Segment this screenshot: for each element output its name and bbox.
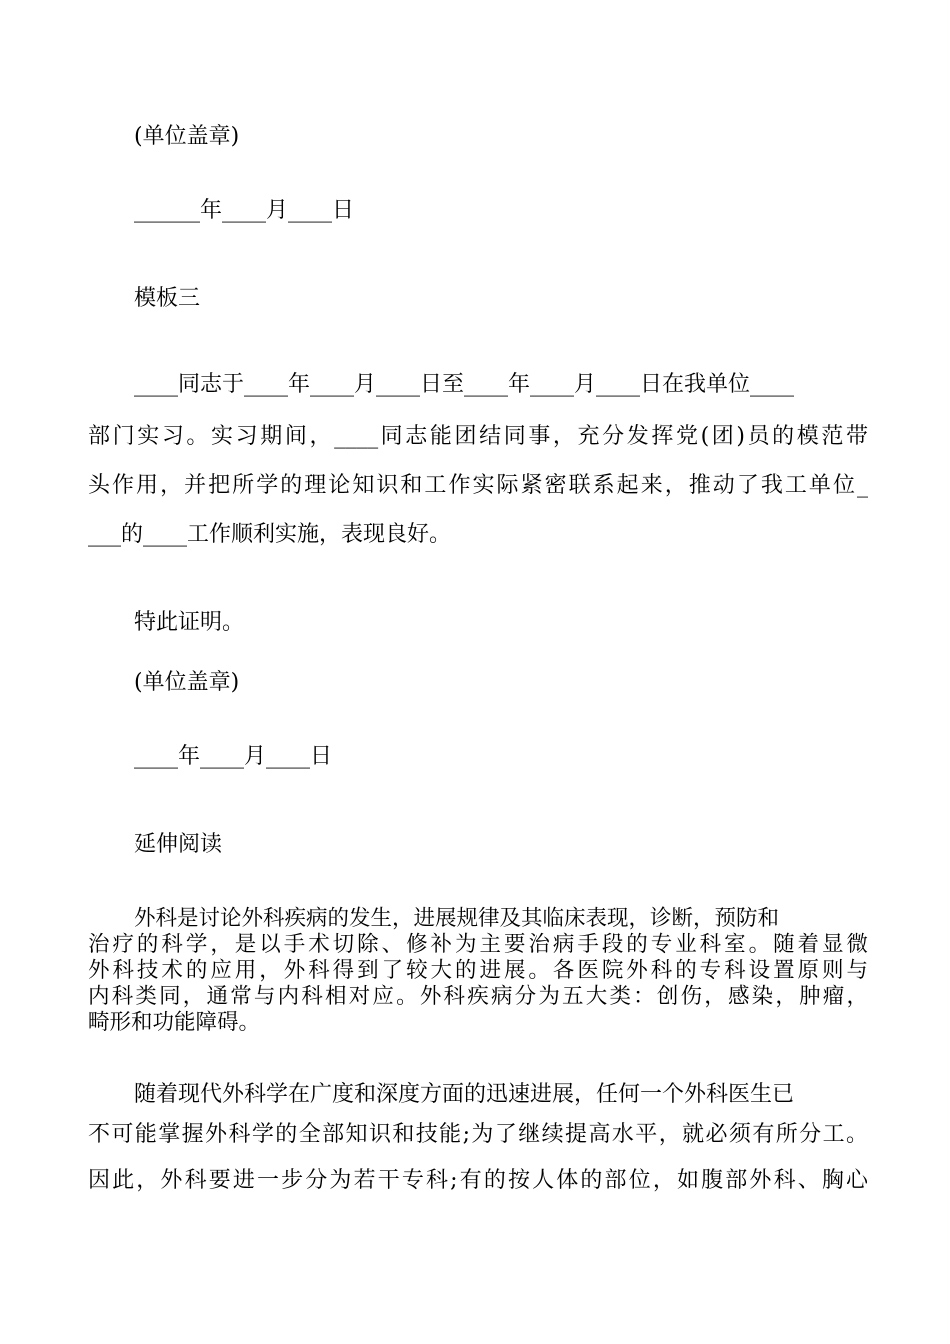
certificate-paragraph-line: 部门实习。实习期间，____同志能团结同事，充分发挥党(团)员的模范带 bbox=[88, 424, 868, 449]
body-paragraph-line: 外科是讨论外科疾病的发生，进展规律及其临床表现，诊断，预防和 bbox=[134, 906, 780, 931]
body-paragraph-line: 外科技术的应用，外科得到了较大的进展。各医院外科的专科设置原则与 bbox=[88, 958, 868, 983]
date-line: ____年____月____日 bbox=[134, 744, 333, 769]
certificate-paragraph-line: ___的____工作顺利实施，表现良好。 bbox=[88, 522, 452, 547]
seal-note: (单位盖章) bbox=[134, 670, 240, 695]
body-paragraph-line: 因此，外科要进一步分为若干专科;有的按人体的部位，如腹部外科、胸心 bbox=[88, 1168, 868, 1193]
certificate-paragraph-line: 头作用，并把所学的理论知识和工作实际紧密联系起来，推动了我工单位_ bbox=[88, 473, 868, 498]
body-paragraph-line: 不可能掌握外科学的全部知识和技能;为了继续提高水平，就必须有所分工。 bbox=[88, 1122, 868, 1147]
certificate-paragraph-line: ____同志于____年____月____日至____年____月____日在我单位____ bbox=[134, 372, 795, 397]
body-paragraph-line: 畸形和功能障碍。 bbox=[88, 1010, 261, 1035]
body-paragraph-line: 治疗的科学，是以手术切除、修补为主要治病手段的专业科室。随着显微 bbox=[88, 932, 868, 957]
body-paragraph-line: 内科类同，通常与内科相对应。外科疾病分为五大类：创伤，感染，肿瘤， bbox=[88, 984, 868, 1009]
date-line: ______年____月____日 bbox=[134, 198, 355, 223]
section-heading: 延伸阅读 bbox=[134, 832, 223, 857]
certification-statement: 特此证明。 bbox=[134, 610, 245, 635]
body-paragraph-line: 随着现代外科学在广度和深度方面的迅速进展，任何一个外科医生已 bbox=[134, 1082, 795, 1107]
template-heading: 模板三 bbox=[134, 286, 201, 311]
seal-note: (单位盖章) bbox=[134, 124, 240, 149]
